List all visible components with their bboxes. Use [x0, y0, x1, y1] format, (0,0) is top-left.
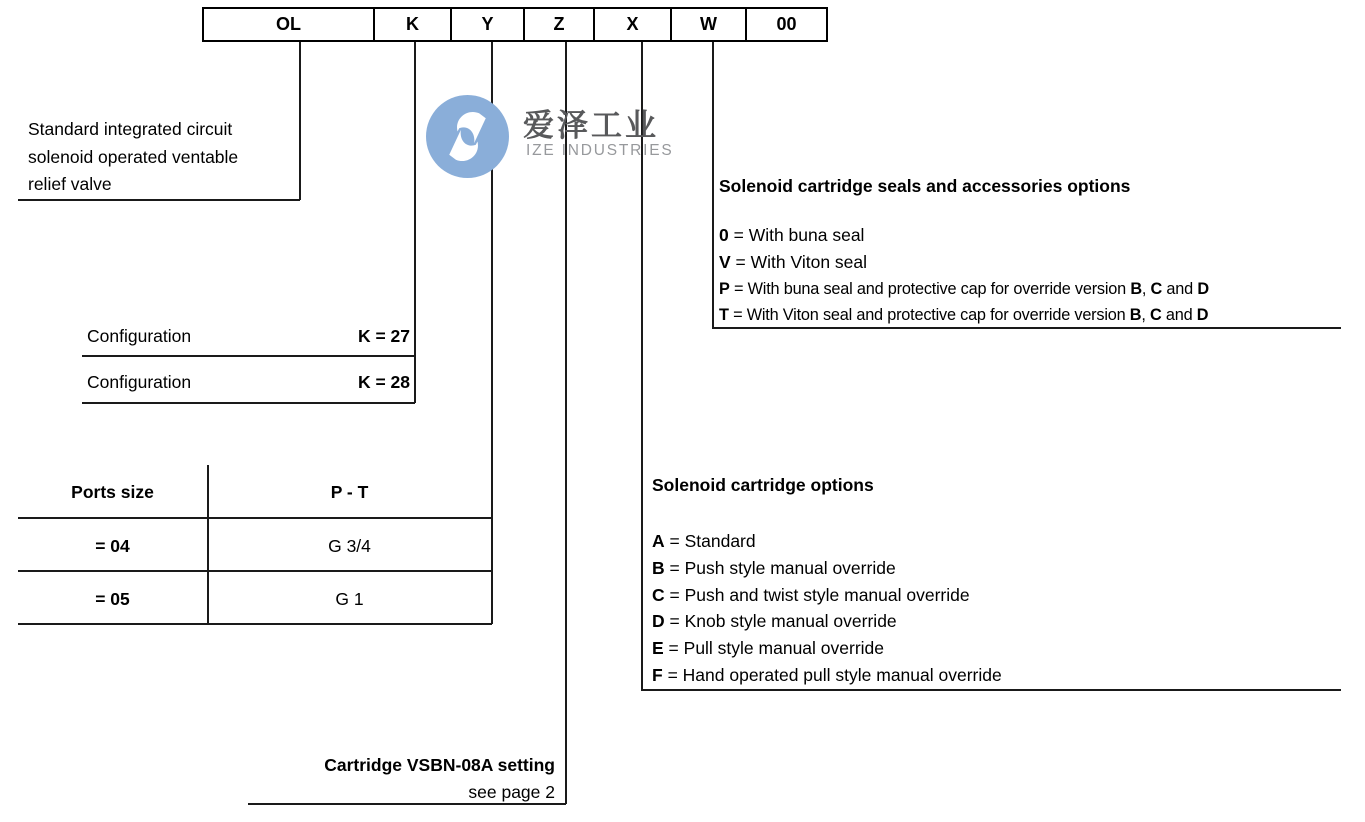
ports-header-pt: P - T [330, 482, 369, 502]
option-item-P: P = With buna seal and protective cap for override version B, C and D [719, 279, 1209, 298]
configuration-label: Configuration [87, 372, 192, 392]
connector-line-ol [299, 42, 301, 200]
configuration-label: Configuration [87, 326, 192, 346]
option-item-0: 0 = With buna seal [719, 225, 865, 245]
configuration-value: K = 27 [357, 326, 410, 346]
code-cell-w: W [670, 9, 745, 40]
option-item-F: F = Hand operated pull style manual override [652, 664, 1002, 685]
ports-table-rule-3 [18, 623, 492, 625]
ports-table-rule-1 [18, 517, 492, 519]
code-cell-x: X [593, 9, 670, 40]
code-cell-z: Z [523, 9, 593, 40]
valve-description-line: solenoid operated ventable [28, 146, 239, 167]
seals-option-list [719, 222, 1209, 329]
configuration-rule-1 [82, 355, 415, 357]
cartridge-options-rule [641, 689, 1341, 691]
option-item-T: T = With Viton seal and protective cap for override version B, C and D [719, 306, 1209, 325]
cartridge-setting-title: Cartridge VSBN-08A setting [324, 755, 555, 775]
cartridge-setting-block [255, 752, 555, 806]
option-item-V: V = With Viton seal [719, 251, 868, 272]
cartridge-option-list [652, 528, 1002, 689]
ports-row-05-size: G 1 [335, 589, 364, 609]
ports-row-04-code: = 04 [95, 536, 130, 556]
option-item-B: B = Push style manual override [652, 557, 896, 578]
configuration-value: K = 28 [357, 372, 410, 392]
valve-description-line: Standard integrated circuit [28, 119, 233, 139]
code-cell-00: 00 [745, 9, 826, 40]
ordering-code-table [202, 7, 828, 42]
option-item-E: E = Pull style manual override [652, 638, 885, 659]
ports-header-size: Ports size [71, 482, 154, 502]
option-item-A: A = Standard [652, 531, 756, 551]
cartridge-setting-rule [248, 803, 566, 805]
ports-row-05-code: = 05 [95, 589, 130, 609]
seals-section-rule [712, 327, 1341, 329]
option-item-C: C = Push and twist style manual override [652, 584, 970, 605]
valve-description-rule [18, 199, 300, 201]
option-item-D: D = Knob style manual override [652, 611, 897, 632]
cartridge-setting-subtitle: see page 2 [468, 782, 555, 802]
valve-description [28, 116, 238, 199]
code-cell-ol: OL [276, 14, 301, 34]
seals-section-title: Solenoid cartridge seals and accessories options [719, 176, 1131, 196]
ize-logo-en-text: IZE INDUSTRIES [526, 142, 674, 159]
ports-row-04-size: G 3/4 [328, 536, 371, 556]
valve-description-line: relief valve [28, 174, 112, 194]
configuration-row-k28 [82, 369, 415, 396]
configuration-row-k27 [82, 323, 415, 350]
code-cell-k: K [373, 9, 450, 40]
ize-logo-cn-text: 爱泽工业 [523, 108, 659, 144]
connector-line-w [712, 42, 714, 328]
ize-logo-icon [426, 95, 509, 178]
code-cell-y: Y [450, 9, 523, 40]
cartridge-options-title: Solenoid cartridge options [652, 475, 874, 495]
configuration-rule-2 [82, 402, 415, 404]
ports-table-rule-2 [18, 570, 492, 572]
